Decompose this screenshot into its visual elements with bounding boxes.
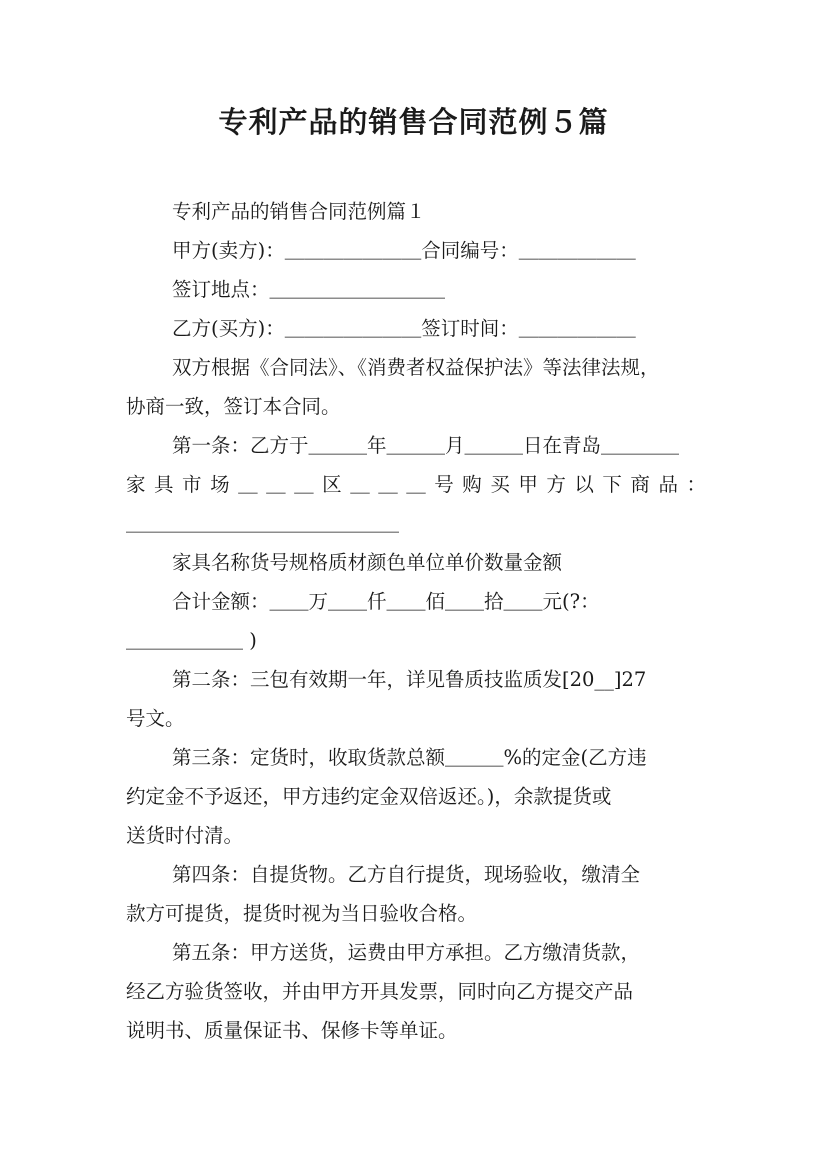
article-5-line: 经乙方验货签收，并由甲方开具发票，同时向乙方提交产品	[126, 980, 634, 1003]
article-2-line: 第二条：三包有效期一年，详见鲁质技监质发[20__]27	[172, 668, 647, 691]
article-2-line: 号文。	[126, 707, 185, 730]
article-5-line: 说明书、质量保证书、保修卡等单证。	[126, 1019, 458, 1042]
article-4-line: 第四条：自提货物。乙方自行提货，现场验收，缴清全	[172, 863, 641, 886]
article-4-line: 款方可提货，提货时视为当日验收合格。	[126, 902, 478, 925]
signing-place-line: 签订地点：＿＿＿＿＿＿＿＿＿	[172, 278, 446, 301]
total-amount-line: ＿＿＿＿＿＿ )	[126, 629, 257, 652]
party-b-line: 乙方(买方)：＿＿＿＿＿＿＿签订时间：＿＿＿＿＿＿	[172, 317, 636, 340]
section-heading: 专利产品的销售合同范例篇１	[172, 200, 426, 223]
article-1-line: 第一条：乙方于＿＿＿年＿＿＿月＿＿＿日在青岛＿＿＿＿	[172, 434, 680, 457]
total-amount-line: 合计金额：＿＿万＿＿仟＿＿佰＿＿拾＿＿元(?：	[172, 590, 600, 613]
article-5-line: 第五条：甲方送货，运费由甲方承担。乙方缴清货款，	[172, 941, 641, 964]
article-1-line: 家具市场＿＿＿区＿＿＿号购买甲方以下商品：	[126, 473, 706, 496]
article-3-line: 约定金不予返还，甲方违约定金双倍返还。)，余款提货或	[126, 785, 612, 808]
article-3-line: 第三条：定货时，收取货款总额＿＿＿%的定金(乙方违	[172, 746, 647, 769]
paragraph-line: 双方根据《合同法》、《消费者权益保护法》等法律法规，	[172, 356, 660, 379]
article-1-line: ＿＿＿＿＿＿＿＿＿＿＿＿＿＿	[126, 512, 400, 535]
article-3-line: 送货时付清。	[126, 824, 244, 847]
document-title: 专利产品的销售合同范例５篇	[218, 105, 609, 139]
goods-table-header: 家具名称货号规格质材颜色单位单价数量金额	[172, 551, 563, 574]
party-a-line: 甲方(卖方)：＿＿＿＿＿＿＿合同编号：＿＿＿＿＿＿	[172, 239, 636, 262]
paragraph-line: 协商一致，签订本合同。	[126, 395, 341, 418]
